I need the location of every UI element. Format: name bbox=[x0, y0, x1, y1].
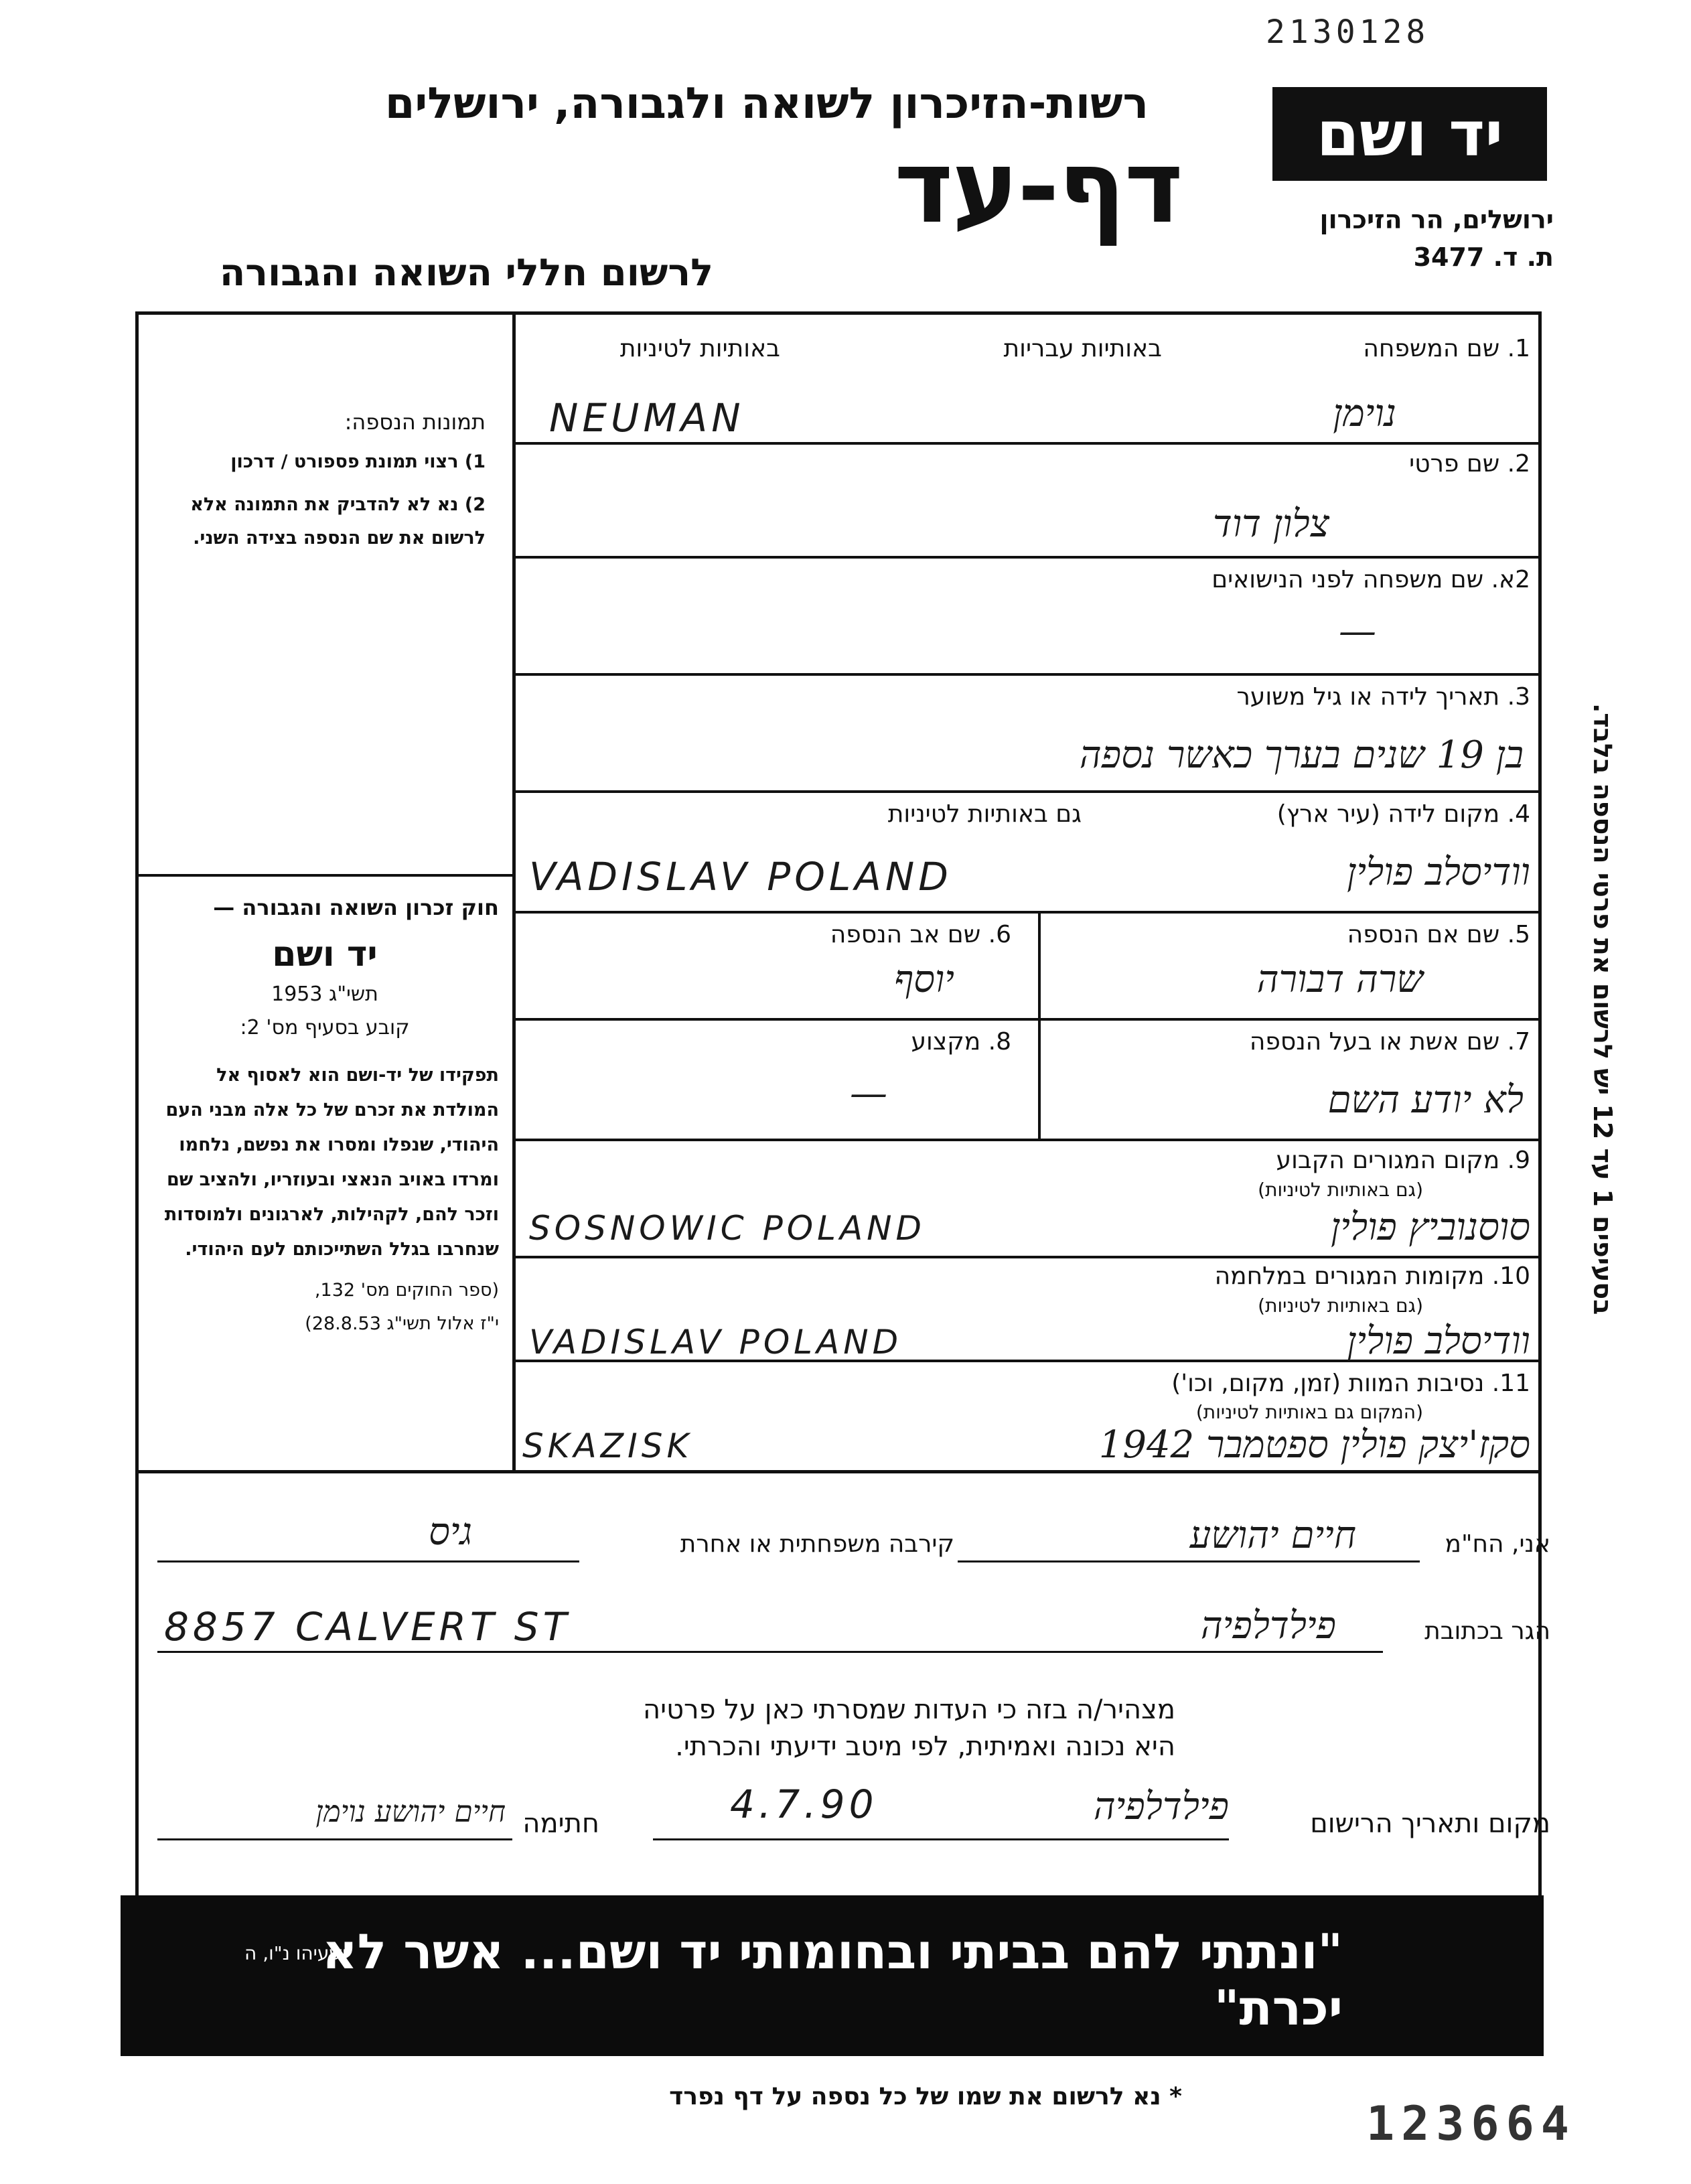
yad-vashem-logo: יד ושם bbox=[1272, 87, 1547, 181]
field-9-hebrew-value[interactable]: סוסנוביץ פולין bbox=[1330, 1206, 1530, 1249]
quote-banner bbox=[121, 1895, 1544, 2056]
photo-box bbox=[151, 405, 486, 555]
field-11-note: (המקום גם באותיות לטיניות) bbox=[1195, 1401, 1423, 1423]
serial-number: 2130128 bbox=[1266, 13, 1430, 51]
place-date-label: מקום ותאריך הרישום bbox=[1310, 1808, 1550, 1839]
column-divider bbox=[512, 311, 516, 1470]
field-1-latin-value[interactable]: NEUMAN bbox=[549, 395, 745, 441]
field-4-hebrew-value[interactable]: וודיסלב פולין bbox=[1347, 851, 1530, 894]
photo-box-title: תמונות הנספה: bbox=[344, 409, 486, 435]
hebrew-letters-label: באותיות עבריות bbox=[1003, 335, 1162, 362]
relation-line bbox=[157, 1560, 579, 1562]
vertical-note: בסעיפים 1 עד 12 יש לרשום את פרטי הנספה בלבד. bbox=[1588, 703, 1617, 1315]
field-10-hebrew-value[interactable]: וודיסלב פולין bbox=[1347, 1319, 1530, 1363]
organization-name: רשות-הזיכרון לשואה ולגבורה, ירושלים bbox=[384, 79, 1149, 129]
law-year: תשי"ג 1953 bbox=[271, 982, 378, 1006]
field-6-value[interactable]: יוסף bbox=[894, 958, 954, 1001]
footer-note: * נא לרשום את שמו של כל נספה על דף נפרד bbox=[669, 2083, 1182, 2110]
field-8-label: 8. מקצוע bbox=[911, 1028, 1011, 1055]
law-clause: קובע בסעיף מס' 2: bbox=[240, 1016, 410, 1039]
declarant-value[interactable]: חיים יהושע bbox=[1189, 1514, 1356, 1557]
relation-label: קירבה משפחתית או אחרת bbox=[680, 1530, 954, 1558]
address-line bbox=[157, 1651, 1383, 1653]
banner-source: ישעיהו נ"ו, ה bbox=[244, 1942, 347, 1964]
field-3-label: 3. תאריך לידה או גיל משוער bbox=[1236, 683, 1530, 711]
field-5-label: 5. שם אם הנספה bbox=[1347, 921, 1530, 948]
field-6-label: 6. שם אב הנספה bbox=[830, 921, 1011, 948]
field-10-label: 10. מקומות המגורים במלחמה bbox=[1214, 1262, 1530, 1290]
law-box bbox=[151, 891, 499, 1341]
address-line2: ת. ד. 3477 bbox=[1413, 242, 1554, 272]
declarant-line bbox=[958, 1560, 1420, 1562]
address-block bbox=[1266, 201, 1554, 276]
field-2-value[interactable]: צלון דוד bbox=[1212, 502, 1329, 546]
relation-value[interactable]: גיס bbox=[428, 1510, 472, 1554]
law-source: (ספר החוקים מס' 132, bbox=[314, 1280, 499, 1301]
field-9-note: (גם באותיות לטיניות) bbox=[1258, 1179, 1423, 1201]
law-name: יד ושם bbox=[272, 934, 378, 974]
field-1-hebrew-value[interactable]: נוימן bbox=[1333, 392, 1396, 435]
sidebox-divider bbox=[135, 874, 516, 877]
row-line-4 bbox=[512, 790, 1542, 793]
row-line-5 bbox=[512, 911, 1542, 914]
field-5-value[interactable]: שרה דבורה bbox=[1256, 958, 1423, 1001]
field-9-latin-value[interactable]: SOSNOWIC POLAND bbox=[529, 1209, 926, 1248]
statement-line-2: היא נכונה ואמיתית, לפי מיטב ידיעתי והכרתי. bbox=[675, 1731, 1175, 1762]
date-value[interactable]: 4.7.90 bbox=[730, 1781, 878, 1827]
field-3-value[interactable]: בן 19 שנים בערך כאשר נספה bbox=[1079, 733, 1524, 777]
field-4-label: 4. מקום לידה (עיר ארץ) bbox=[1276, 800, 1530, 828]
address-label: הגר בכתובת bbox=[1424, 1617, 1550, 1645]
split-line bbox=[1038, 911, 1041, 1139]
declarant-label: אני, הח"מ bbox=[1445, 1530, 1550, 1558]
row-line-10 bbox=[135, 1470, 1542, 1473]
row-line-1 bbox=[512, 442, 1542, 445]
field-2-label: 2. שם פרטי bbox=[1409, 450, 1530, 478]
field-8-value[interactable]: — bbox=[850, 1072, 887, 1115]
row-line-2 bbox=[512, 556, 1542, 559]
row-line-7 bbox=[512, 1139, 1542, 1141]
form-title: דף-עד bbox=[894, 129, 1182, 246]
form-subtitle: לרשום חללי השואה והגבורה bbox=[219, 251, 713, 295]
banner-quote: "ונתתי להם בביתי ובחומותי יד ושם... אשר לא יכרת" bbox=[322, 1923, 1343, 2036]
signature-label: חתימה bbox=[522, 1808, 599, 1839]
law-date: י"ז אלול תשי"ג 28.8.53) bbox=[305, 1313, 499, 1334]
latin-letters-label: באותיות לטיניות bbox=[619, 335, 780, 362]
photo-box-item2: 2) נא לא להדביק את התמונה אלא לרשום את שם הנספה בצידה השני. bbox=[190, 494, 486, 549]
signature-value[interactable]: חיים יהושע נוימן bbox=[315, 1795, 506, 1829]
field-7-value[interactable]: לא יודע השם bbox=[1327, 1078, 1524, 1122]
statement-line-1: מצהיר/ה בזה כי העדות שמסרתי כאן על פרטיה bbox=[643, 1694, 1175, 1725]
place-date-line bbox=[653, 1838, 1229, 1840]
address-line1: ירושלים, הר הזיכרון bbox=[1319, 205, 1554, 234]
row-line-3 bbox=[512, 673, 1542, 676]
field-2a-value[interactable]: — bbox=[1339, 609, 1376, 653]
photo-box-item1: 1) רצוי תמונת פספורט / דרכון bbox=[230, 451, 486, 472]
signature-line bbox=[157, 1838, 512, 1840]
law-text: תפקידו של יד-ושם הוא לאסוף אל המולדת את זכרם של כל אלה מבני העם היהודי, שנפלו ומסרו את נפשם, נלחמו ומרדו באויב הנאצי ובעוזריו, ולהציב שם וזכר להם, לקהילות, לארגונים ולמוסדות שנחרבו בגלל השתייכותם לעם היהודי. bbox=[164, 1065, 499, 1260]
field-9-label: 9. מקום המגורים הקבוע bbox=[1276, 1147, 1530, 1174]
field-4-latin-value[interactable]: VADISLAV POLAND bbox=[529, 854, 952, 899]
field-11-hebrew-value[interactable]: סקז'יצק פולין ספטמבר 1942 bbox=[1098, 1423, 1530, 1467]
address-latin-value[interactable]: 8857 CALVERT ST bbox=[164, 1604, 571, 1650]
field-7-label: 7. שם אשת או בעל הנספה bbox=[1249, 1028, 1530, 1055]
row-line-8 bbox=[512, 1256, 1542, 1258]
row-line-6 bbox=[512, 1018, 1542, 1021]
law-title: חוק זכרון השואה והגבורה — bbox=[213, 895, 499, 920]
field-4-latin-note: גם באותיות לטיניות bbox=[887, 800, 1082, 828]
field-11-label: 11. נסיבות המוות (זמן, מקום, וכו') bbox=[1171, 1370, 1530, 1397]
field-2a-label: 2א. שם משפחה לפני הנישואים bbox=[1211, 566, 1530, 593]
field-10-latin-value[interactable]: VADISLAV POLAND bbox=[529, 1323, 903, 1362]
field-1-label: 1. שם המשפחה bbox=[1363, 335, 1530, 362]
field-10-note: (גם באותיות לטיניות) bbox=[1258, 1295, 1423, 1317]
field-11-latin-value[interactable]: SKAZISK bbox=[522, 1427, 693, 1465]
place-value[interactable]: פילדלפיה bbox=[1093, 1785, 1229, 1828]
address-hebrew-value[interactable]: פילדלפיה bbox=[1200, 1604, 1336, 1648]
footer-number: 123664 bbox=[1366, 2096, 1576, 2151]
